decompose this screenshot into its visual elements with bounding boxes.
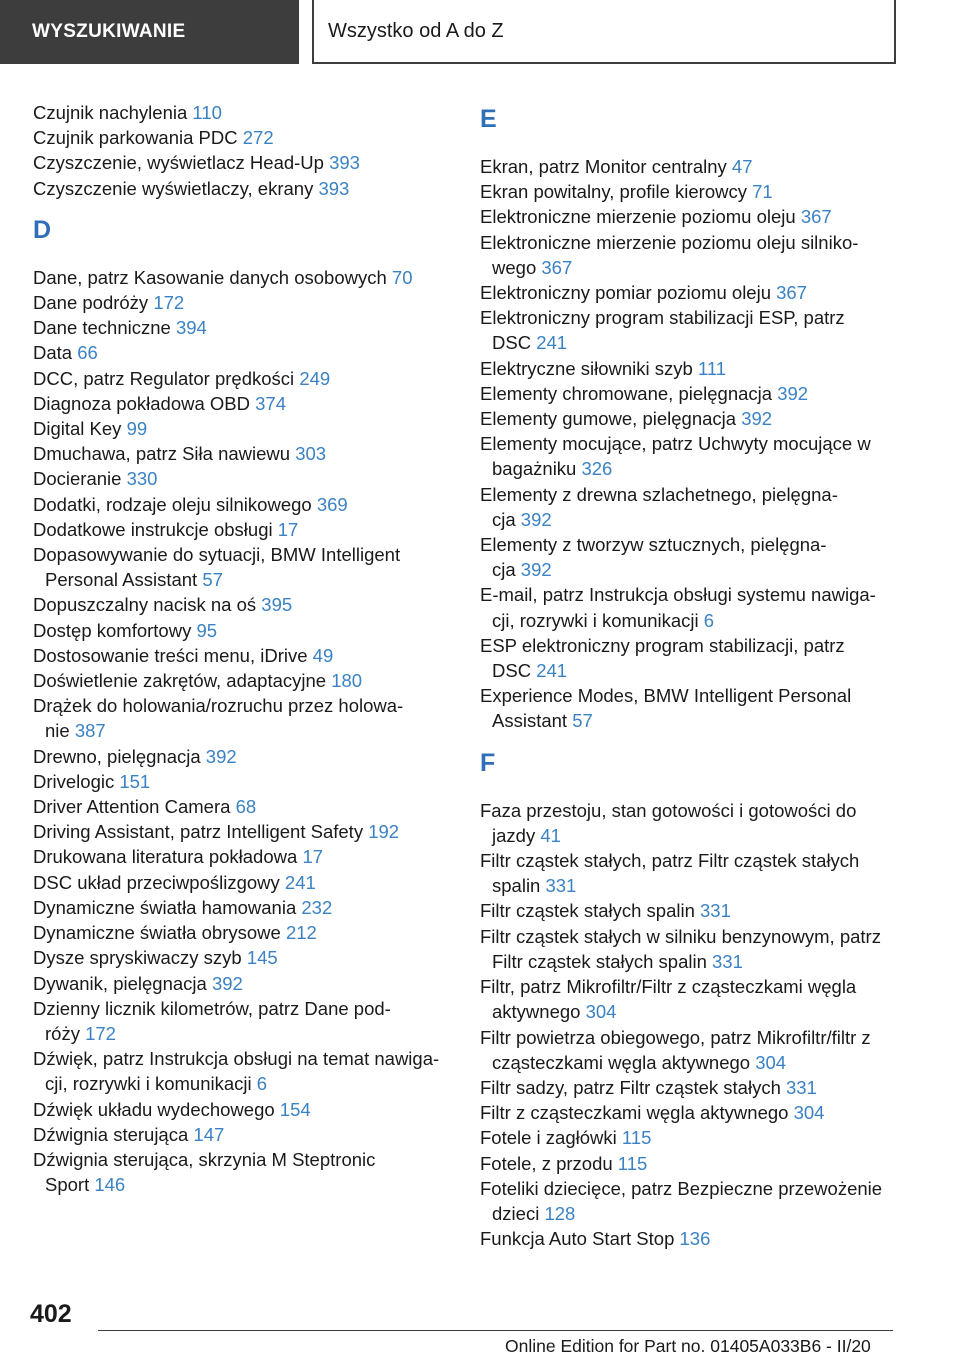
page-reference-link[interactable]: 392 <box>211 972 243 994</box>
index-entry <box>33 150 453 175</box>
entry-text: Elektroniczne mierzenie poziomu oleju <box>480 206 801 228</box>
index-entry <box>480 1100 920 1125</box>
page-reference-link[interactable]: 241 <box>536 332 568 354</box>
page-reference-link[interactable]: 393 <box>329 152 360 174</box>
index-entry <box>480 582 920 632</box>
entry-text: Filtr, patrz Mikrofiltr/Filtr z cząsteczkami węgla <box>480 976 857 998</box>
entry-text: spalin <box>492 875 546 897</box>
index-entry <box>33 125 453 150</box>
entry-text: Dzienny licznik kilometrów, patrz Dane pod- <box>33 997 391 1019</box>
index-entry <box>480 683 920 733</box>
entry-text: cja <box>492 559 521 581</box>
page-reference-link[interactable]: 331 <box>545 875 577 897</box>
index-letter-heading: E <box>480 105 497 133</box>
page-reference-link[interactable]: 393 <box>318 177 350 199</box>
page-reference-link[interactable]: 172 <box>153 292 185 314</box>
entry-text: Filtr cząstek stałych, patrz Filtr cząstek stałych <box>480 850 860 872</box>
page-reference-link[interactable]: 392 <box>205 745 237 767</box>
entry-text: DSC <box>492 660 537 682</box>
entry-text: Dynamiczne światła obrysowe <box>33 922 286 944</box>
entry-text: Digital Key <box>33 418 127 440</box>
entry-text: Dostęp komfortowy <box>33 619 197 641</box>
entry-text: Doświetlenie zakrętów, adaptacyjne <box>33 670 332 692</box>
index-entry <box>33 416 453 441</box>
entry-text: Dźwignia sterująca, skrzynia M Steptronic <box>33 1148 376 1170</box>
page-reference-link[interactable]: 303 <box>295 443 327 465</box>
index-entry <box>33 643 453 668</box>
page-reference-link[interactable]: 331 <box>700 900 731 922</box>
page-reference-link[interactable]: 136 <box>679 1228 711 1250</box>
entry-text: bagażniku <box>492 458 582 480</box>
page-reference-link[interactable]: 111 <box>697 357 727 379</box>
entry-text: Elektroniczny program stabilizacji ESP, patrz <box>480 307 845 329</box>
index-entry <box>480 1025 920 1075</box>
index-entry <box>33 693 453 743</box>
page-reference-link[interactable]: 147 <box>193 1123 225 1145</box>
entry-text: aktywnego <box>492 1001 586 1023</box>
page-reference-link[interactable]: 367 <box>776 282 808 304</box>
entry-text: Experience Modes, BMW Intelligent Personal <box>480 685 852 707</box>
entry-text: Elementy chromowane, pielęgnacja <box>480 382 778 404</box>
entry-text: cząsteczkami węgla aktywnego <box>492 1051 756 1073</box>
index-entry <box>33 1046 453 1096</box>
entry-text: Drukowana literatura pokładowa <box>33 846 303 868</box>
page-reference-link[interactable]: 6 <box>703 609 715 631</box>
entry-text: Dywanik, pielęgnacja <box>33 972 212 994</box>
index-entry <box>480 230 920 280</box>
index-entry <box>33 895 453 920</box>
index-entry <box>480 1125 920 1150</box>
entry-text: Filtr cząstek stałych spalin <box>492 950 713 972</box>
entry-text: cja <box>492 508 521 530</box>
entry-text: E-mail, patrz Instrukcja obsługi systemu nawiga- <box>480 584 876 606</box>
index-entry <box>480 1151 920 1176</box>
index-entry <box>33 744 453 769</box>
page-reference-link[interactable]: 66 <box>77 342 98 364</box>
entry-text: Dopasowywanie do sytuacji, BMW Intelligent <box>33 544 401 566</box>
footer-divider <box>98 1330 893 1331</box>
index-entry <box>480 204 920 229</box>
entry-text: Dane, patrz Kasowanie danych osobowych <box>33 266 392 288</box>
entry-text: Personal Assistant <box>45 569 203 591</box>
page-reference-link[interactable]: 41 <box>540 824 561 846</box>
entry-text: Elektroniczne mierzenie poziomu oleju silniko- <box>480 231 859 253</box>
index-entry <box>480 974 920 1024</box>
index-entry <box>33 542 453 592</box>
entry-text: Docieranie <box>33 468 127 490</box>
edition-note: Online Edition for Part no. 01405A033B6 - II/20 <box>505 1336 871 1356</box>
page-reference-link[interactable]: 394 <box>175 317 207 339</box>
entry-text: Data <box>33 342 78 364</box>
index-entry <box>480 898 920 923</box>
index-column-left <box>33 100 453 1197</box>
entry-text: Elementy mocujące, patrz Uchwyty mocujące w <box>480 433 871 455</box>
index-entry <box>480 1176 920 1226</box>
page-reference-link[interactable]: 110 <box>192 102 222 123</box>
page-reference-link[interactable]: 331 <box>786 1076 817 1098</box>
index-entry <box>33 315 453 340</box>
index-entry <box>33 996 453 1046</box>
page-reference-link[interactable]: 128 <box>544 1202 576 1224</box>
index-letter-heading: F <box>480 748 496 777</box>
page-reference-link[interactable]: 57 <box>202 569 223 591</box>
entry-text: Diagnoza pokładowa OBD <box>33 392 256 414</box>
page-reference-link[interactable]: 369 <box>316 493 348 515</box>
index-entry <box>33 920 453 945</box>
index-entry <box>33 592 453 617</box>
index-entry <box>480 798 920 848</box>
page-reference-link[interactable]: 145 <box>246 947 278 969</box>
entry-text: Czujnik nachylenia <box>33 102 193 123</box>
page-header <box>0 0 960 66</box>
entry-text: nie <box>45 720 75 742</box>
index-entry <box>480 154 920 179</box>
page-number: 402 <box>30 1300 72 1328</box>
page-reference-link[interactable]: 395 <box>261 594 293 616</box>
index-entry <box>480 356 920 381</box>
entry-text: Elementy gumowe, pielęgnacja <box>480 408 742 430</box>
index-entry <box>480 381 920 406</box>
page-reference-link[interactable]: 367 <box>800 206 832 228</box>
entry-text: Elektroniczny pomiar poziomu oleju <box>480 282 777 304</box>
entry-text: jazdy <box>492 824 541 846</box>
index-entry <box>33 366 453 391</box>
index-entry <box>480 179 920 204</box>
index-entry <box>480 431 920 481</box>
page-reference-link[interactable]: 272 <box>242 127 274 149</box>
entry-text: Dopuszczalny nacisk na oś <box>33 594 262 616</box>
entry-text: wego <box>492 256 542 278</box>
page-reference-link[interactable]: 6 <box>256 1073 268 1095</box>
page-reference-link[interactable]: 71 <box>752 181 773 203</box>
entry-text: Elementy z drewna szlachetnego, pielęgna- <box>480 483 838 505</box>
entry-text: Faza przestoju, stan gotowości i gotowości do <box>480 799 857 821</box>
page-reference-link[interactable]: 70 <box>391 266 413 288</box>
index-entry <box>480 305 920 355</box>
page-reference-link[interactable]: 17 <box>277 518 299 540</box>
entry-text: Ekran, patrz Monitor centralny <box>480 156 732 177</box>
entry-text: Dodatkowe instrukcje obsługi <box>33 518 278 540</box>
entry-text: Dostosowanie treści menu, iDrive <box>33 644 313 666</box>
entry-text: Drewno, pielęgnacja <box>33 745 206 767</box>
page-reference-link[interactable]: 331 <box>712 950 743 972</box>
entry-text: dzieci <box>492 1202 545 1224</box>
index-entry <box>33 176 453 201</box>
index-entry <box>33 441 453 466</box>
page-reference-link[interactable]: 192 <box>368 821 400 843</box>
entry-text: Fotele, z przodu <box>480 1152 618 1174</box>
index-entry <box>33 492 453 517</box>
page-reference-link[interactable]: 374 <box>255 392 287 414</box>
page-reference-link[interactable]: 232 <box>301 896 333 918</box>
index-entry <box>480 633 920 683</box>
index-entry <box>33 391 453 416</box>
entry-text: Dźwignia sterująca <box>33 1123 194 1145</box>
entry-text: Driver Attention Camera <box>33 796 236 818</box>
index-entry <box>33 618 453 643</box>
page-reference-link[interactable]: 154 <box>279 1098 311 1120</box>
entry-text: Dźwięk układu wydechowego <box>33 1098 280 1120</box>
page-reference-link[interactable]: 151 <box>119 770 151 792</box>
index-entry <box>480 280 920 305</box>
index-entry <box>480 406 920 431</box>
entry-text: Dynamiczne światła hamowania <box>33 896 302 918</box>
entry-text: Funkcja Auto Start Stop <box>480 1228 680 1250</box>
page-reference-link[interactable]: 212 <box>285 922 317 944</box>
entry-text: Elektryczne siłowniki szyb <box>480 357 698 379</box>
page-reference-link[interactable]: 304 <box>755 1051 787 1073</box>
page-reference-link[interactable]: 180 <box>331 670 363 692</box>
page-reference-link[interactable]: 392 <box>777 382 809 404</box>
entry-text: cji, rozrywki i komunikacji <box>492 609 704 631</box>
page-reference-link[interactable]: 304 <box>585 1001 617 1023</box>
index-entry <box>33 290 453 315</box>
page-reference-link[interactable]: 17 <box>302 846 324 868</box>
entry-text: Drivelogic <box>33 770 120 792</box>
page-reference-link[interactable]: 95 <box>196 619 218 641</box>
entry-text: Dane techniczne <box>33 317 176 339</box>
entry-text: ESP elektroniczny program stabilizacji, patrz <box>480 634 845 656</box>
index-entry <box>33 668 453 693</box>
entry-text: Czyszczenie wyświetlaczy, ekrany <box>33 177 319 199</box>
entry-text: DSC układ przeciwpoślizgowy <box>33 871 285 893</box>
entry-text: Dźwięk, patrz Instrukcja obsługi na temat nawiga- <box>33 1048 440 1070</box>
entry-text: Drążek do holowania/rozruchu przez holowa- <box>33 695 404 717</box>
page-reference-link[interactable]: 49 <box>312 644 334 666</box>
index-entry <box>33 517 453 542</box>
index-letter-heading: D <box>33 215 52 244</box>
page-reference-link[interactable]: 115 <box>621 1127 652 1149</box>
page-reference-link[interactable]: 241 <box>284 871 316 893</box>
index-entry <box>480 532 920 582</box>
page-reference-link[interactable]: 99 <box>126 418 148 440</box>
page-reference-link[interactable]: 241 <box>536 660 568 682</box>
index-entry <box>33 340 453 365</box>
entry-text: Czujnik parkowania PDC <box>33 127 243 149</box>
page-reference-link[interactable]: 146 <box>94 1174 126 1196</box>
entry-text: Sport <box>45 1174 95 1196</box>
entry-text: Filtr z cząsteczkami węgla aktywnego <box>480 1102 794 1124</box>
entry-text: róży <box>45 1022 86 1044</box>
index-column-right <box>480 100 920 1251</box>
page-reference-link[interactable]: 249 <box>299 367 331 389</box>
page-reference-link[interactable]: 304 <box>793 1102 825 1124</box>
entry-text: Dmuchawa, patrz Siła nawiewu <box>33 443 296 465</box>
page-reference-link[interactable]: 68 <box>235 796 257 818</box>
index-entry <box>480 1226 920 1251</box>
index-entry <box>33 1147 453 1197</box>
index-entry <box>33 971 453 996</box>
index-entry <box>33 1097 453 1122</box>
entry-text: Dysze spryskiwaczy szyb <box>33 947 247 969</box>
index-entry <box>33 1122 453 1147</box>
page-reference-link[interactable]: 387 <box>74 720 106 742</box>
page-reference-link[interactable]: 57 <box>572 710 593 732</box>
page-reference-link[interactable]: 367 <box>541 256 573 278</box>
index-entry <box>33 100 453 125</box>
entry-text: cji, rozrywki i komunikacji <box>45 1073 257 1095</box>
entry-text: Czyszczenie, wyświetlacz Head-Up <box>33 152 330 174</box>
index-entry <box>480 848 920 898</box>
page-reference-link[interactable]: 392 <box>520 508 552 530</box>
entry-text: Foteliki dziecięce, patrz Bezpieczne przewożenie <box>480 1177 883 1199</box>
page-reference-link[interactable]: 47 <box>731 156 753 177</box>
page-reference-link[interactable]: 172 <box>85 1022 116 1044</box>
page-reference-link[interactable]: 392 <box>520 559 552 581</box>
index-entry <box>33 819 453 844</box>
entry-text: Dane podróży <box>33 292 154 314</box>
section-tab[interactable]: WYSZUKIWANIE <box>0 0 299 64</box>
index-entry <box>33 844 453 869</box>
index-entry <box>33 769 453 794</box>
header-title: Wszystko od A do Z <box>312 0 896 64</box>
entry-text: Assistant <box>492 710 573 732</box>
entry-text: Filtr cząstek stałych spalin <box>480 900 701 922</box>
page-reference-link[interactable]: 326 <box>581 458 613 480</box>
page-reference-link[interactable]: 115 <box>617 1152 648 1174</box>
index-entry <box>33 466 453 491</box>
page-reference-link[interactable]: 392 <box>741 408 773 430</box>
index-entry <box>33 945 453 970</box>
entry-text: DSC <box>492 332 537 354</box>
entry-text: Filtr sadzy, patrz Filtr cząstek stałych <box>480 1076 786 1098</box>
entry-text: Filtr powietrza obiegowego, patrz Mikrofiltr/filtr z <box>480 1026 871 1048</box>
entry-text: Elementy z tworzyw sztucznych, pielęgna- <box>480 534 827 556</box>
entry-text: Ekran powitalny, profile kierowcy <box>480 181 753 203</box>
entry-text: Fotele i zagłówki <box>480 1127 622 1149</box>
entry-text: Dodatki, rodzaje oleju silnikowego <box>33 493 317 515</box>
index-entry <box>33 870 453 895</box>
index-entry <box>480 1075 920 1100</box>
index-entry <box>480 482 920 532</box>
page-reference-link[interactable]: 330 <box>126 468 158 490</box>
entry-text: DCC, patrz Regulator prędkości <box>33 367 300 389</box>
entry-text: Driving Assistant, patrz Intelligent Safety <box>33 821 369 843</box>
index-entry <box>33 265 453 290</box>
entry-text: Filtr cząstek stałych w silniku benzynowym, patrz <box>480 925 881 947</box>
index-entry <box>480 924 920 974</box>
index-entry <box>33 794 453 819</box>
